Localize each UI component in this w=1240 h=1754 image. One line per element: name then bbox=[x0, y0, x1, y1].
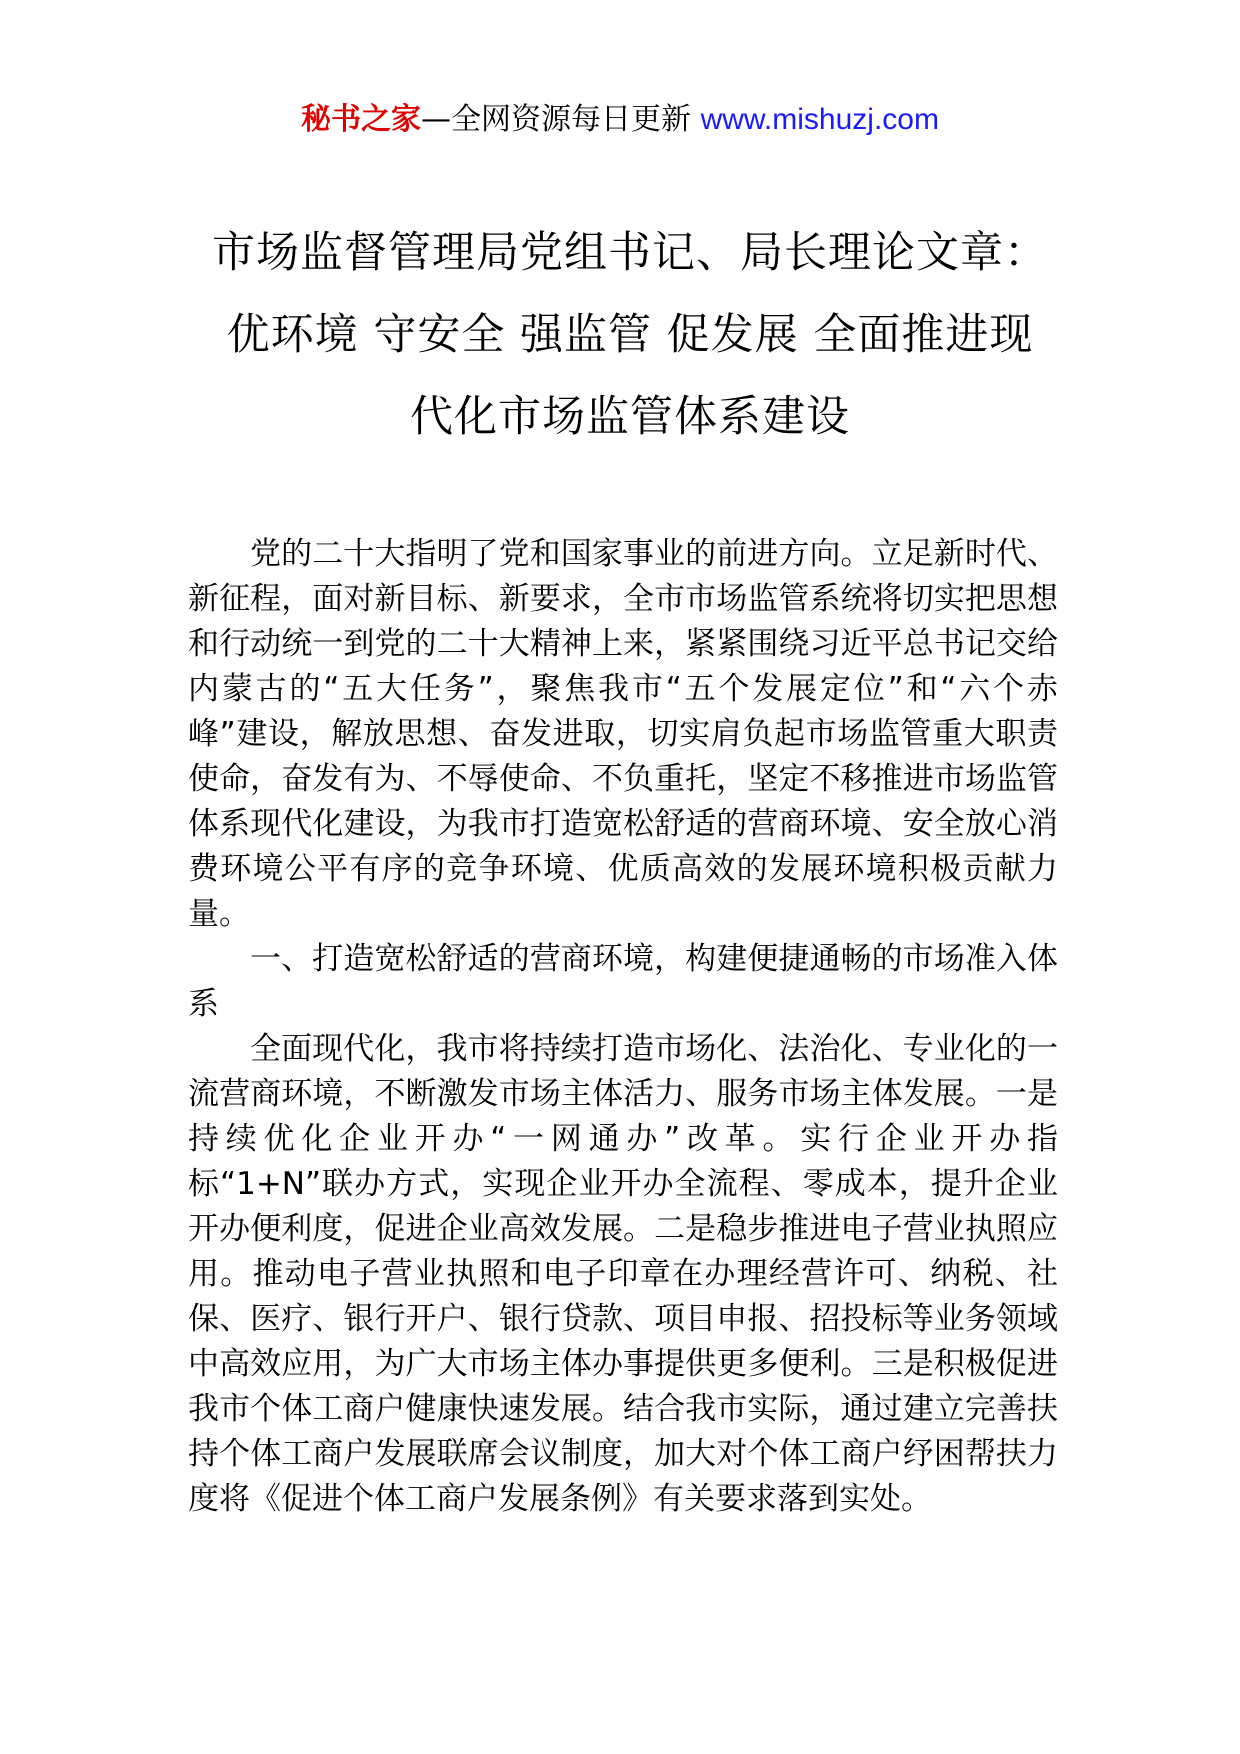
document-body bbox=[188, 532, 1058, 1522]
site-banner bbox=[0, 100, 1240, 140]
site-url-link[interactable]: www.mishuzj.com bbox=[700, 103, 939, 136]
banner-tagline: —全网资源每日更新 bbox=[421, 102, 701, 137]
title-line-3: 代化市场监管体系建设 bbox=[410, 392, 850, 442]
section-heading-1: 一、打造宽松舒适的营商环境，构建便捷通畅的市场准入体系 bbox=[188, 941, 1058, 1022]
brand-name: 秘书之家 bbox=[301, 102, 422, 137]
title-line-1: 市场监督管理局党组书记、局长理论文章： bbox=[212, 228, 1048, 278]
title-line-2: 优环境 守安全 强监管 促发展 全面推进现 bbox=[226, 310, 1034, 360]
intro-paragraph: 党的二十大指明了党和国家事业的前进方向。立足新时代、新征程，面对新目标、新要求，全市市场监管系统将切实把思想和行动统一到党的二十大精神上来，紧紧围绕习近平总书记交给内蒙古的“五大任务”，聚焦我市“五个发展定位”和“六个赤峰”建设，解放思想、奋发进取，切实肩负起市场监管重大职责使命，奋发有为、不辱使命、不负重托，坚定不移推进市场监管体系现代化建设，为我市打造宽松舒适的营商环境、安全放心消费环境公平有序的竞争环境、优质高效的发展环境积极贡献力量。 bbox=[188, 536, 1058, 932]
document-title bbox=[190, 212, 1070, 458]
section-1-paragraph: 全面现代化，我市将持续打造市场化、法治化、专业化的一流营商环境，不断激发市场主体活力、服务市场主体发展。一是持续优化企业开办“一网通办”改革。实行企业开办指标“1+N”联办方式，实现企业开办全流程、零成本，提升企业开办便利度，促进企业高效发展。二是稳步推进电子营业执照应用。推动电子营业执照和电子印章在办理经营许可、纳税、社保、医疗、银行开户、银行贷款、项目申报、招投标等业务领域中高效应用，为广大市场主体办事提供更多便利。三是积极促进我市个体工商户健康快速发展。结合我市实际，通过建立完善扶持个体工商户发展联席会议制度，加大对个体工商户纾困帮扶力度将《促进个体工商户发展条例》有关要求落到实处。 bbox=[188, 1031, 1058, 1517]
